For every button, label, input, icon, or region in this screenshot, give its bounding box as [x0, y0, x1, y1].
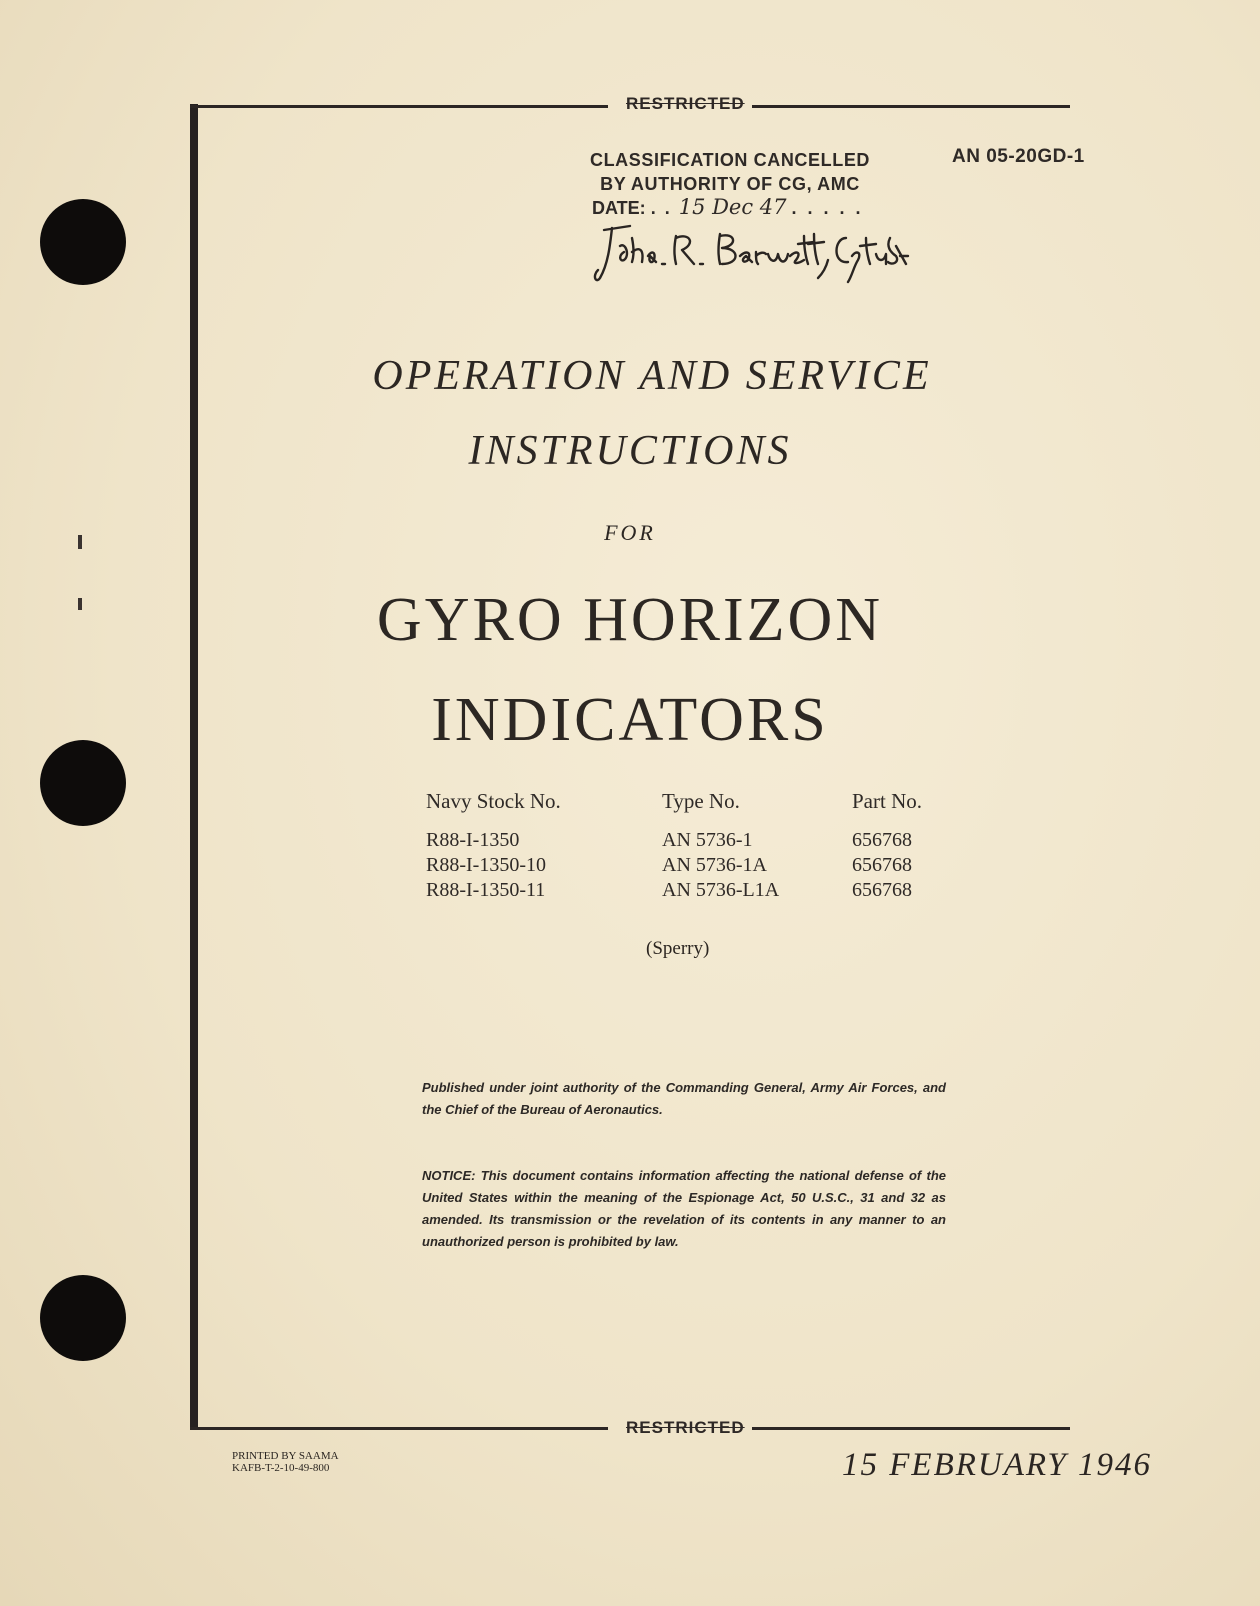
published-under-paragraph: Published under joint authority of the Commanding General, Army Air Forces, and the Chief of the Bureau of Aeronautics. — [422, 1080, 946, 1117]
table-cell: R88-I-1350-11 — [426, 879, 546, 901]
date-label: DATE: — [592, 198, 646, 218]
table-cell: 656768 — [852, 854, 912, 876]
part-no-column — [852, 789, 922, 903]
table-cell: AN 5736-1 — [662, 829, 753, 851]
bottom-rule-right — [752, 1427, 1070, 1430]
top-rule-left — [190, 105, 608, 108]
navy-stock-header: Navy Stock No. — [426, 789, 561, 813]
printed-by-block — [232, 1450, 339, 1474]
top-rule-right — [752, 105, 1070, 108]
title-line-4: GYRO HORIZON — [376, 586, 884, 654]
table-cell: 656768 — [852, 879, 912, 901]
left-border-bar — [190, 104, 198, 1430]
table-cell: AN 5736-1A — [662, 854, 767, 876]
restricted-bottom-marking: RESTRICTED — [626, 1418, 745, 1437]
part-no-header: Part No. — [852, 789, 922, 813]
table-cell: AN 5736-L1A — [662, 879, 780, 901]
binder-hole-top — [40, 199, 126, 285]
classification-line-2: BY AUTHORITY OF CG, AMC — [600, 174, 860, 194]
publication-date: 15 FEBRUARY 1946 — [842, 1447, 1153, 1483]
binder-hole-bottom — [40, 1275, 126, 1361]
handwritten-signature — [590, 216, 910, 288]
bottom-rule-left — [190, 1427, 608, 1430]
classification-date: DATE: . . 15 Dec 47 . . . . . — [592, 195, 864, 219]
title-line-3: FOR — [604, 520, 656, 545]
restricted-top-marking: RESTRICTED — [626, 94, 745, 113]
manufacturer-label: (Sperry) — [646, 938, 710, 959]
printed-by-line-2: KAFB-T-2-10-49-800 — [232, 1462, 330, 1474]
date-handwritten: 15 Dec 47 — [678, 195, 787, 219]
notice-paragraph: NOTICE: This document contains information affecting the national defense of the United States within the meaning of the Espionage Act, 50 U.S.C., 31 and 32 as amended. Its transmission or the revelation of its contents in any manner to an unauthorized person is prohibited by law. — [422, 1168, 946, 1249]
type-no-header: Type No. — [662, 789, 740, 813]
printed-by-line-1: PRINTED BY SAAMA — [232, 1450, 339, 1462]
table-cell: R88-I-1350-10 — [426, 854, 546, 876]
table-cell: R88-I-1350 — [426, 829, 520, 851]
navy-stock-column — [426, 789, 561, 903]
title-line-5: INDICATORS — [431, 686, 829, 754]
document-number: AN 05-20GD-1 — [952, 146, 1085, 167]
table-cell: 656768 — [852, 829, 912, 851]
type-no-column — [662, 789, 779, 903]
classification-line-1: CLASSIFICATION CANCELLED — [589, 150, 871, 170]
title-line-2: INSTRUCTIONS — [468, 428, 792, 474]
title-line-1: OPERATION AND SERVICE — [372, 353, 932, 399]
